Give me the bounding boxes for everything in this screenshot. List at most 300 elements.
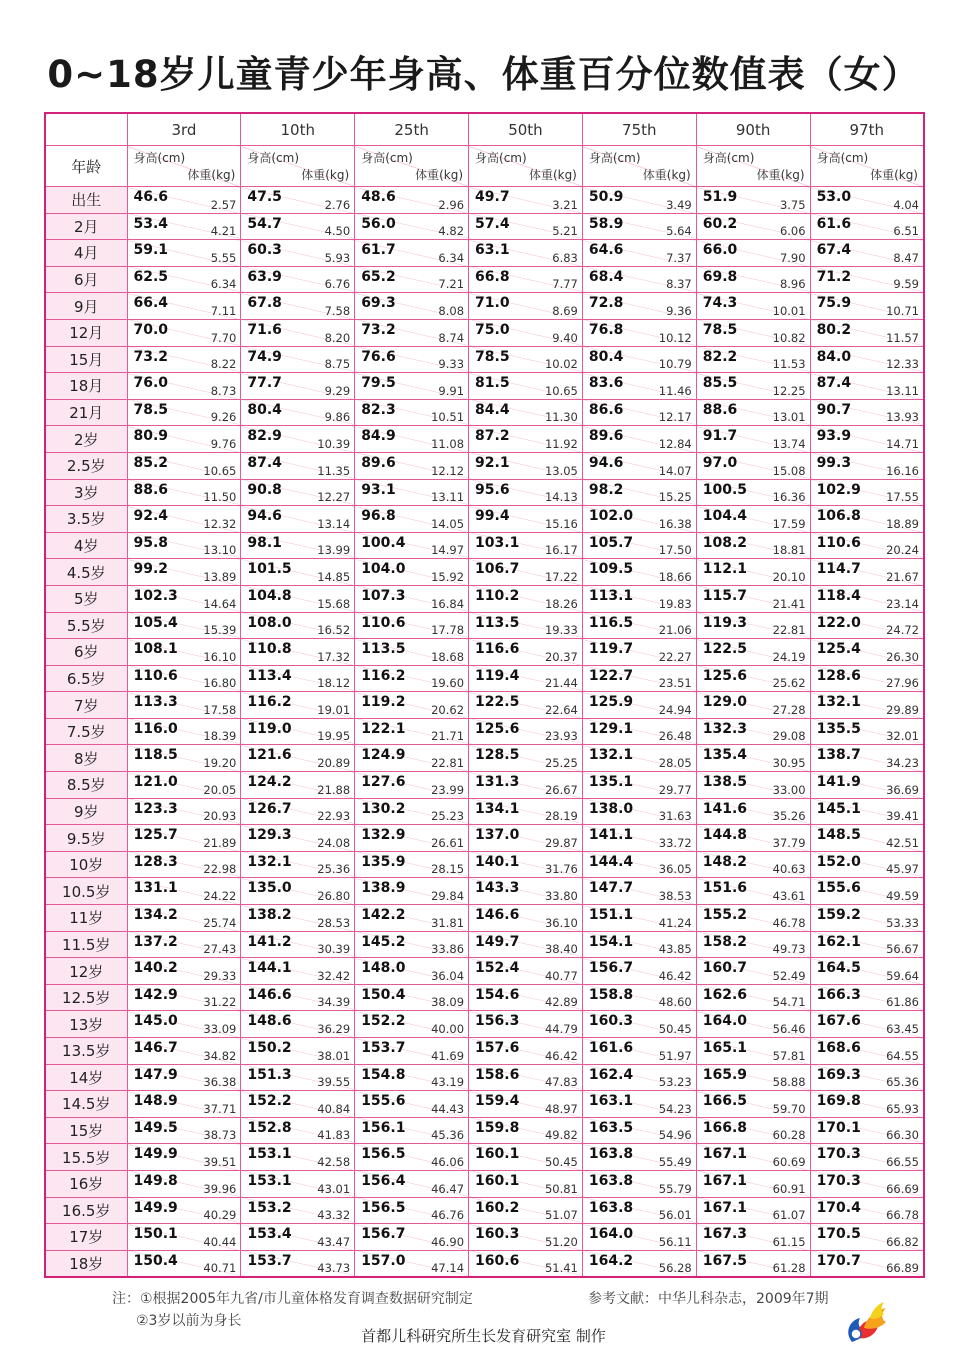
page-title: 0~18岁儿童青少年身高、体重百分位数值表（女） [47, 53, 920, 96]
weight-unit-label: 体重(kg) [415, 168, 464, 182]
height-value: 168.6 [816, 1040, 861, 1056]
weight-value: 54.71 [772, 995, 806, 1010]
age-label: 14.5岁 [45, 1091, 127, 1118]
height-value: 85.5 [702, 375, 738, 392]
height-value: 170.7 [816, 1252, 861, 1269]
height-value: 156.5 [361, 1146, 406, 1163]
height-value: 138.2 [247, 907, 292, 924]
weight-value: 18.89 [886, 516, 919, 531]
height-value: 74.9 [247, 348, 282, 365]
value-cell [810, 559, 924, 586]
weight-value: 11.50 [203, 490, 237, 505]
height-value: 130.2 [361, 800, 406, 817]
weight-value: 17.59 [772, 516, 806, 531]
weight-value: 24.08 [317, 835, 351, 850]
height-value: 135.4 [702, 747, 748, 764]
weight-value: 6.34 [438, 250, 465, 265]
weight-value: 8.75 [324, 357, 351, 372]
weight-value: 10.51 [431, 410, 465, 425]
table-row [45, 319, 924, 346]
height-value: 89.6 [588, 428, 624, 445]
value-cell [696, 452, 810, 479]
table-row [45, 745, 924, 772]
value-cell [241, 798, 355, 825]
height-value: 156.1 [361, 1119, 406, 1136]
weight-value: 51.20 [544, 1234, 578, 1249]
height-value: 91.7 [702, 428, 738, 445]
value-cell [355, 984, 469, 1011]
age-label: 14岁 [45, 1064, 127, 1091]
age-label: 出生 [45, 187, 127, 214]
weight-value: 11.46 [658, 383, 692, 398]
value-cell [127, 718, 241, 745]
height-value: 126.7 [247, 800, 292, 817]
weight-value: 12.32 [203, 516, 237, 531]
age-label: 4月 [45, 240, 127, 267]
height-value: 167.5 [702, 1252, 748, 1269]
weight-value: 45.36 [431, 1128, 465, 1143]
value-cell [810, 213, 924, 240]
value-cell [696, 506, 810, 533]
weight-value: 37.79 [772, 835, 806, 850]
height-value: 71.6 [247, 321, 282, 338]
table-row [45, 1038, 924, 1065]
height-unit-label: 身高(cm) [588, 151, 641, 165]
value-cell [355, 1144, 469, 1171]
weight-value: 21.89 [203, 835, 237, 850]
weight-value: 59.70 [772, 1101, 806, 1116]
value-cell [355, 692, 469, 719]
value-cell [696, 585, 810, 612]
measure-header-row [45, 146, 924, 187]
weight-value: 7.77 [552, 277, 578, 292]
height-value: 162.1 [816, 933, 861, 950]
height-unit-label: 身高(cm) [475, 151, 527, 165]
height-value: 84.9 [361, 428, 396, 445]
value-cell [355, 1011, 469, 1038]
height-value: 84.0 [816, 348, 852, 365]
height-value: 66.8 [475, 268, 510, 285]
height-value: 110.6 [133, 667, 178, 684]
weight-value: 51.41 [544, 1261, 578, 1276]
age-label: 12.5岁 [45, 984, 127, 1011]
height-value: 122.7 [588, 667, 634, 684]
value-cell [127, 825, 241, 852]
weight-value: 43.19 [431, 1075, 465, 1090]
weight-value: 6.34 [210, 277, 237, 292]
weight-value: 38.73 [203, 1128, 237, 1143]
weight-value: 7.70 [210, 330, 237, 345]
weight-value: 14.97 [431, 543, 465, 558]
height-value: 86.6 [588, 401, 624, 418]
value-cell [469, 851, 583, 878]
value-cell [696, 213, 810, 240]
weight-value: 40.29 [203, 1208, 237, 1223]
age-label: 8.5岁 [45, 772, 127, 799]
value-cell [355, 1170, 469, 1197]
value-cell [127, 506, 241, 533]
value-cell [810, 399, 924, 426]
percentile-header: 75th [582, 113, 696, 146]
table-row [45, 1224, 924, 1251]
percentile-header: 3rd [127, 113, 241, 146]
weight-value: 13.10 [203, 543, 237, 558]
value-cell [241, 1224, 355, 1251]
value-cell [810, 532, 924, 559]
height-value: 162.6 [702, 986, 748, 1003]
value-cell [582, 479, 696, 506]
height-value: 94.6 [588, 454, 624, 471]
height-value: 102.9 [816, 481, 861, 498]
table-body [45, 187, 924, 1278]
weight-value: 38.53 [658, 889, 692, 904]
value-cell [582, 1011, 696, 1038]
height-value: 113.3 [133, 694, 178, 711]
weight-value: 65.93 [886, 1101, 919, 1116]
value-cell [696, 1117, 810, 1144]
weight-value: 28.19 [544, 809, 578, 824]
age-label: 9月 [45, 293, 127, 320]
weight-value: 21.41 [772, 596, 806, 611]
weight-value: 13.01 [772, 410, 806, 425]
height-value: 149.9 [133, 1146, 178, 1163]
weight-value: 20.10 [772, 569, 806, 584]
height-value: 116.0 [133, 720, 178, 737]
value-cell [582, 506, 696, 533]
height-value: 128.5 [475, 747, 520, 764]
height-value: 121.0 [133, 774, 178, 791]
weight-value: 20.93 [203, 809, 237, 824]
value-cell [582, 426, 696, 453]
height-value: 151.3 [247, 1066, 292, 1083]
height-unit-label: 身高(cm) [247, 151, 299, 165]
height-value: 81.5 [475, 375, 510, 392]
value-cell [355, 1091, 469, 1118]
value-cell [696, 958, 810, 985]
value-cell [469, 506, 583, 533]
weight-value: 31.63 [658, 809, 692, 824]
height-value: 54.7 [247, 215, 282, 232]
weight-value: 32.42 [317, 968, 351, 983]
value-cell [582, 266, 696, 293]
height-value: 154.1 [588, 933, 634, 950]
height-value: 102.0 [588, 508, 634, 525]
height-value: 56.0 [361, 215, 396, 232]
height-value: 59.1 [133, 242, 169, 259]
height-value: 167.1 [702, 1172, 748, 1189]
weight-value: 31.22 [203, 995, 237, 1010]
weight-value: 36.38 [203, 1075, 237, 1090]
height-value: 157.0 [361, 1252, 406, 1269]
age-label: 10岁 [45, 851, 127, 878]
value-cell [241, 958, 355, 985]
age-label: 5岁 [45, 585, 127, 612]
height-value: 169.8 [816, 1093, 861, 1110]
value-cell [241, 612, 355, 639]
value-cell [696, 1064, 810, 1091]
value-cell [127, 479, 241, 506]
value-cell [127, 1091, 241, 1118]
height-value: 124.2 [247, 774, 292, 791]
value-cell [810, 240, 924, 267]
weight-value: 18.39 [203, 729, 237, 744]
weight-value: 16.52 [317, 623, 351, 638]
height-value: 169.3 [816, 1066, 861, 1083]
weight-value: 25.62 [772, 676, 806, 691]
value-cell [469, 452, 583, 479]
table-row [45, 346, 924, 373]
height-value: 124.9 [361, 747, 406, 764]
weight-value: 61.28 [772, 1261, 806, 1276]
height-value: 90.7 [816, 401, 852, 418]
height-value: 113.5 [475, 614, 520, 631]
age-label: 9岁 [45, 798, 127, 825]
weight-value: 44.43 [431, 1101, 465, 1116]
weight-value: 44.79 [544, 1022, 578, 1036]
weight-value: 29.89 [886, 702, 919, 717]
value-cell [355, 1064, 469, 1091]
height-value: 170.3 [816, 1172, 861, 1189]
weight-value: 40.00 [431, 1022, 465, 1036]
height-value: 61.7 [361, 242, 396, 259]
height-value: 125.6 [475, 720, 520, 737]
weight-value: 34.23 [886, 756, 919, 771]
age-label: 17岁 [45, 1224, 127, 1251]
value-cell [241, 1038, 355, 1065]
height-value: 140.2 [133, 960, 178, 977]
age-label: 15月 [45, 346, 127, 373]
value-cell [696, 399, 810, 426]
value-cell [355, 346, 469, 373]
value-cell [469, 931, 583, 958]
value-cell [696, 639, 810, 666]
value-cell [127, 1197, 241, 1224]
height-value: 63.9 [247, 268, 282, 285]
value-cell [582, 612, 696, 639]
height-value: 51.9 [702, 189, 738, 205]
weight-value: 40.84 [317, 1101, 351, 1116]
height-value: 116.6 [475, 641, 520, 658]
height-value: 88.6 [702, 401, 738, 418]
value-cell [582, 772, 696, 799]
height-value: 48.6 [361, 189, 396, 205]
height-value: 170.1 [816, 1119, 861, 1136]
weight-value: 47.14 [431, 1261, 465, 1276]
height-value: 82.2 [702, 348, 738, 365]
value-cell [582, 399, 696, 426]
value-cell [127, 878, 241, 905]
weight-value: 20.37 [544, 649, 578, 664]
value-cell [696, 825, 810, 852]
height-value: 98.1 [247, 534, 282, 551]
value-cell [810, 293, 924, 320]
value-cell [810, 665, 924, 692]
value-cell [241, 1064, 355, 1091]
weight-value: 65.36 [886, 1075, 919, 1090]
weight-value: 52.49 [772, 968, 806, 983]
weight-value: 19.60 [431, 676, 465, 691]
weight-value: 9.29 [324, 383, 351, 398]
height-value: 94.6 [247, 508, 282, 525]
height-value: 101.5 [247, 561, 292, 578]
weight-value: 27.96 [886, 676, 919, 691]
height-value: 53.0 [816, 189, 852, 205]
height-value: 160.6 [475, 1252, 520, 1269]
weight-value: 66.30 [886, 1128, 919, 1143]
height-value: 157.6 [475, 1040, 520, 1056]
weight-value: 19.33 [544, 623, 578, 638]
value-cell [469, 213, 583, 240]
weight-value: 66.55 [886, 1154, 919, 1169]
weight-value: 22.98 [203, 862, 237, 877]
height-value: 121.6 [247, 747, 292, 764]
weight-value: 28.15 [431, 862, 465, 877]
weight-value: 4.04 [893, 197, 919, 212]
value-cell [469, 958, 583, 985]
height-value: 160.7 [702, 960, 748, 977]
weight-value: 60.28 [772, 1128, 806, 1143]
height-value: 132.9 [361, 827, 406, 844]
height-value: 78.5 [702, 321, 738, 338]
age-label: 6.5岁 [45, 665, 127, 692]
value-cell [355, 399, 469, 426]
measure-header-cell [810, 146, 924, 187]
weight-value: 16.80 [203, 676, 237, 691]
value-cell [127, 772, 241, 799]
height-value: 46.6 [133, 189, 169, 205]
weight-value: 43.73 [317, 1261, 351, 1276]
weight-value: 60.91 [772, 1181, 806, 1196]
value-cell [127, 187, 241, 214]
weight-value: 56.67 [886, 942, 919, 957]
value-cell [241, 346, 355, 373]
height-value: 162.4 [588, 1066, 634, 1083]
weight-value: 8.37 [666, 277, 692, 292]
value-cell [127, 319, 241, 346]
weight-value: 40.44 [203, 1234, 237, 1249]
height-value: 97.0 [702, 454, 738, 471]
height-value: 153.7 [361, 1040, 406, 1056]
weight-value: 12.17 [658, 410, 692, 425]
value-cell [582, 532, 696, 559]
weight-value: 33.86 [431, 942, 465, 957]
height-value: 160.3 [475, 1226, 520, 1243]
height-value: 163.1 [588, 1093, 634, 1110]
weight-value: 53.33 [886, 915, 919, 930]
value-cell [241, 718, 355, 745]
value-cell [127, 612, 241, 639]
value-cell [810, 266, 924, 293]
age-column-header: 年龄 [45, 146, 127, 187]
age-label: 6月 [45, 266, 127, 293]
value-cell [696, 984, 810, 1011]
value-cell [810, 958, 924, 985]
weight-value: 42.51 [886, 835, 919, 850]
value-cell [810, 718, 924, 745]
height-value: 92.4 [133, 508, 169, 525]
weight-value: 24.19 [772, 649, 806, 664]
height-value: 129.0 [702, 694, 748, 711]
weight-value: 55.49 [658, 1154, 692, 1169]
value-cell [127, 1250, 241, 1277]
height-value: 156.7 [361, 1226, 406, 1243]
height-value: 119.7 [588, 641, 634, 658]
value-cell [582, 1197, 696, 1224]
height-unit-label: 身高(cm) [816, 151, 869, 165]
weight-value: 40.71 [203, 1261, 237, 1276]
height-value: 122.1 [361, 720, 406, 737]
weight-value: 43.61 [772, 889, 806, 904]
weight-value: 21.71 [431, 729, 465, 744]
value-cell [469, 878, 583, 905]
weight-value: 54.96 [658, 1128, 692, 1143]
value-cell [127, 346, 241, 373]
value-cell [469, 373, 583, 400]
age-label: 2.5岁 [45, 452, 127, 479]
weight-unit-label: 体重(kg) [301, 168, 350, 182]
table-row [45, 532, 924, 559]
height-value: 78.5 [133, 401, 169, 418]
value-cell [355, 931, 469, 958]
table-row [45, 639, 924, 666]
value-cell [582, 825, 696, 852]
value-cell [810, 798, 924, 825]
value-cell [582, 798, 696, 825]
weight-value: 24.72 [886, 623, 919, 638]
value-cell [241, 1011, 355, 1038]
weight-value: 33.80 [544, 889, 578, 904]
table-row [45, 585, 924, 612]
value-cell [810, 479, 924, 506]
table-row [45, 399, 924, 426]
weight-value: 36.69 [886, 782, 919, 797]
weight-value: 14.07 [658, 463, 692, 478]
value-cell [469, 1170, 583, 1197]
height-value: 142.9 [133, 986, 178, 1003]
table-row [45, 1144, 924, 1171]
value-cell [127, 1224, 241, 1251]
height-value: 114.7 [816, 561, 861, 578]
weight-value: 17.55 [886, 490, 919, 505]
height-value: 141.1 [588, 827, 634, 844]
weight-value: 50.45 [658, 1022, 692, 1036]
height-value: 164.2 [588, 1252, 634, 1269]
value-cell [355, 506, 469, 533]
table-row [45, 1170, 924, 1197]
value-cell [696, 319, 810, 346]
value-cell [582, 373, 696, 400]
value-cell [469, 319, 583, 346]
height-value: 104.0 [361, 561, 406, 578]
height-value: 148.6 [247, 1013, 292, 1030]
height-value: 83.6 [588, 375, 624, 392]
value-cell [810, 1197, 924, 1224]
value-cell [469, 1197, 583, 1224]
weight-value: 23.93 [544, 729, 578, 744]
height-value: 158.8 [588, 986, 634, 1003]
value-cell [582, 346, 696, 373]
height-value: 90.8 [247, 481, 282, 498]
height-value: 148.0 [361, 960, 406, 977]
weight-value: 17.32 [317, 649, 351, 664]
value-cell [582, 958, 696, 985]
value-cell [810, 452, 924, 479]
weight-value: 15.39 [203, 623, 237, 638]
height-value: 134.1 [475, 800, 520, 817]
weight-value: 43.32 [317, 1208, 351, 1223]
value-cell [469, 772, 583, 799]
weight-value: 36.05 [658, 862, 692, 877]
